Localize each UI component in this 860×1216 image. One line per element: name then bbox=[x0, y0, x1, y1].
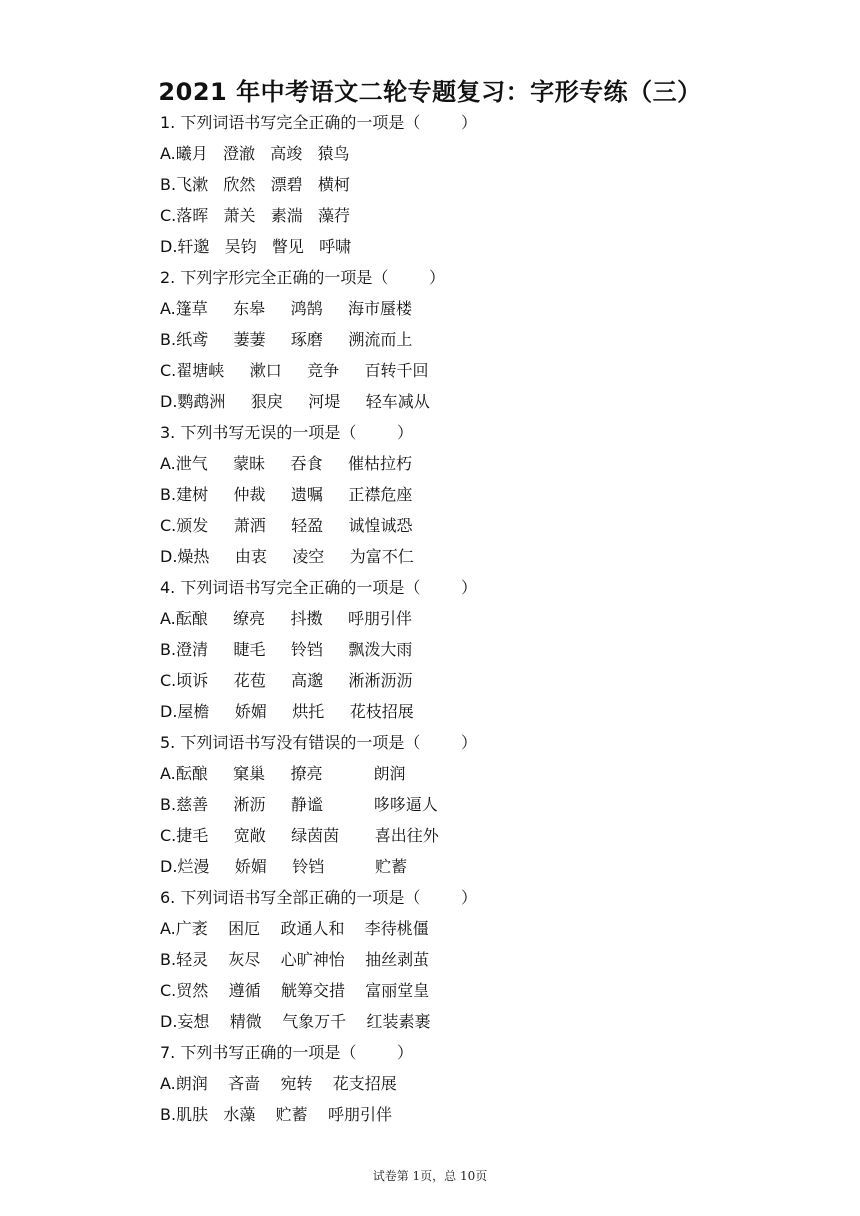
option-c: C.颁发 萧洒 轻盈 诚惶诚恐 bbox=[160, 516, 413, 535]
question-5 bbox=[160, 727, 800, 882]
option-c: C.翟塘峡 漱口 竞争 百转千回 bbox=[160, 361, 429, 380]
option-d: D.轩邈 吴钧 瞥见 呼啸 bbox=[160, 237, 352, 256]
question-7 bbox=[160, 1037, 800, 1130]
option-c: C.落晖 萧关 素湍 藻荇 bbox=[160, 206, 351, 225]
page-title: 2021 年中考语文二轮专题复习：字形专练（三） bbox=[158, 78, 702, 106]
page-footer: 试卷第 1页，总 10页 bbox=[372, 1169, 488, 1183]
question-stem: 1. 下列词语书写完全正确的一项是（ ） bbox=[160, 113, 478, 132]
option-b: B.轻灵 灰尽 心旷神怡 抽丝剥茧 bbox=[160, 950, 430, 969]
option-d: D.妄想 精微 气象万千 红装素裹 bbox=[160, 1012, 431, 1031]
question-4 bbox=[160, 572, 800, 727]
question-stem: 5. 下列词语书写没有错误的一项是（ ） bbox=[160, 733, 478, 752]
option-a: A.泄气 蒙昧 吞食 催枯拉朽 bbox=[160, 454, 413, 473]
question-6 bbox=[160, 882, 800, 1037]
option-c: C.捷毛 宽敞 绿茵茵 喜出往外 bbox=[160, 826, 439, 845]
question-3 bbox=[160, 417, 800, 572]
option-b: B.纸鸢 萋萋 琢磨 溯流而上 bbox=[160, 330, 413, 349]
question-1 bbox=[160, 107, 800, 262]
option-b: B.肌肤 水藻 贮蓄 呼朋引伴 bbox=[160, 1105, 393, 1124]
question-stem: 4. 下列词语书写完全正确的一项是（ ） bbox=[160, 578, 478, 597]
question-stem: 2. 下列字形完全正确的一项是（ ） bbox=[160, 268, 446, 287]
question-stem: 3. 下列书写无误的一项是（ ） bbox=[160, 423, 414, 442]
option-a: A.广袤 困厄 政通人和 李待桃僵 bbox=[160, 919, 429, 938]
option-c: C.顷诉 花苞 高邈 淅淅沥沥 bbox=[160, 671, 413, 690]
option-d: D.燥热 由衷 凌空 为富不仁 bbox=[160, 547, 414, 566]
question-stem: 7. 下列书写正确的一项是（ ） bbox=[160, 1043, 414, 1062]
option-d: D.屋檐 娇媚 烘托 花枝招展 bbox=[160, 702, 414, 721]
option-a: A.曦月 澄澈 高竣 猿鸟 bbox=[160, 144, 350, 163]
option-a: A.篷草 东皋 鸿鹄 海市蜃楼 bbox=[160, 299, 413, 318]
option-b: B.澄清 睫毛 铃铛 飘泼大雨 bbox=[160, 640, 413, 659]
question-stem: 6. 下列词语书写全部正确的一项是（ ） bbox=[160, 888, 478, 907]
question-2 bbox=[160, 262, 800, 417]
option-a: A.酝酿 窠巢 撩亮 朗润 bbox=[160, 764, 406, 783]
option-b: B.建树 仲裁 遗嘱 正襟危座 bbox=[160, 485, 413, 504]
option-d: D.鹦鹉洲 狠戾 河堤 轻车减从 bbox=[160, 392, 430, 411]
option-a: A.酝酿 缭亮 抖擞 呼朋引伴 bbox=[160, 609, 413, 628]
option-c: C.贸然 遵循 觥筹交措 富丽堂皇 bbox=[160, 981, 430, 1000]
option-a: A.朗润 吝啬 宛转 花支招展 bbox=[160, 1074, 397, 1093]
option-d: D.烂漫 娇媚 铃铛 贮蓄 bbox=[160, 857, 408, 876]
option-b: B.慈善 淅沥 静谧 哆哆逼人 bbox=[160, 795, 438, 814]
option-b: B.飞漱 欣然 漂碧 横柯 bbox=[160, 175, 350, 194]
question-list bbox=[160, 107, 800, 1130]
